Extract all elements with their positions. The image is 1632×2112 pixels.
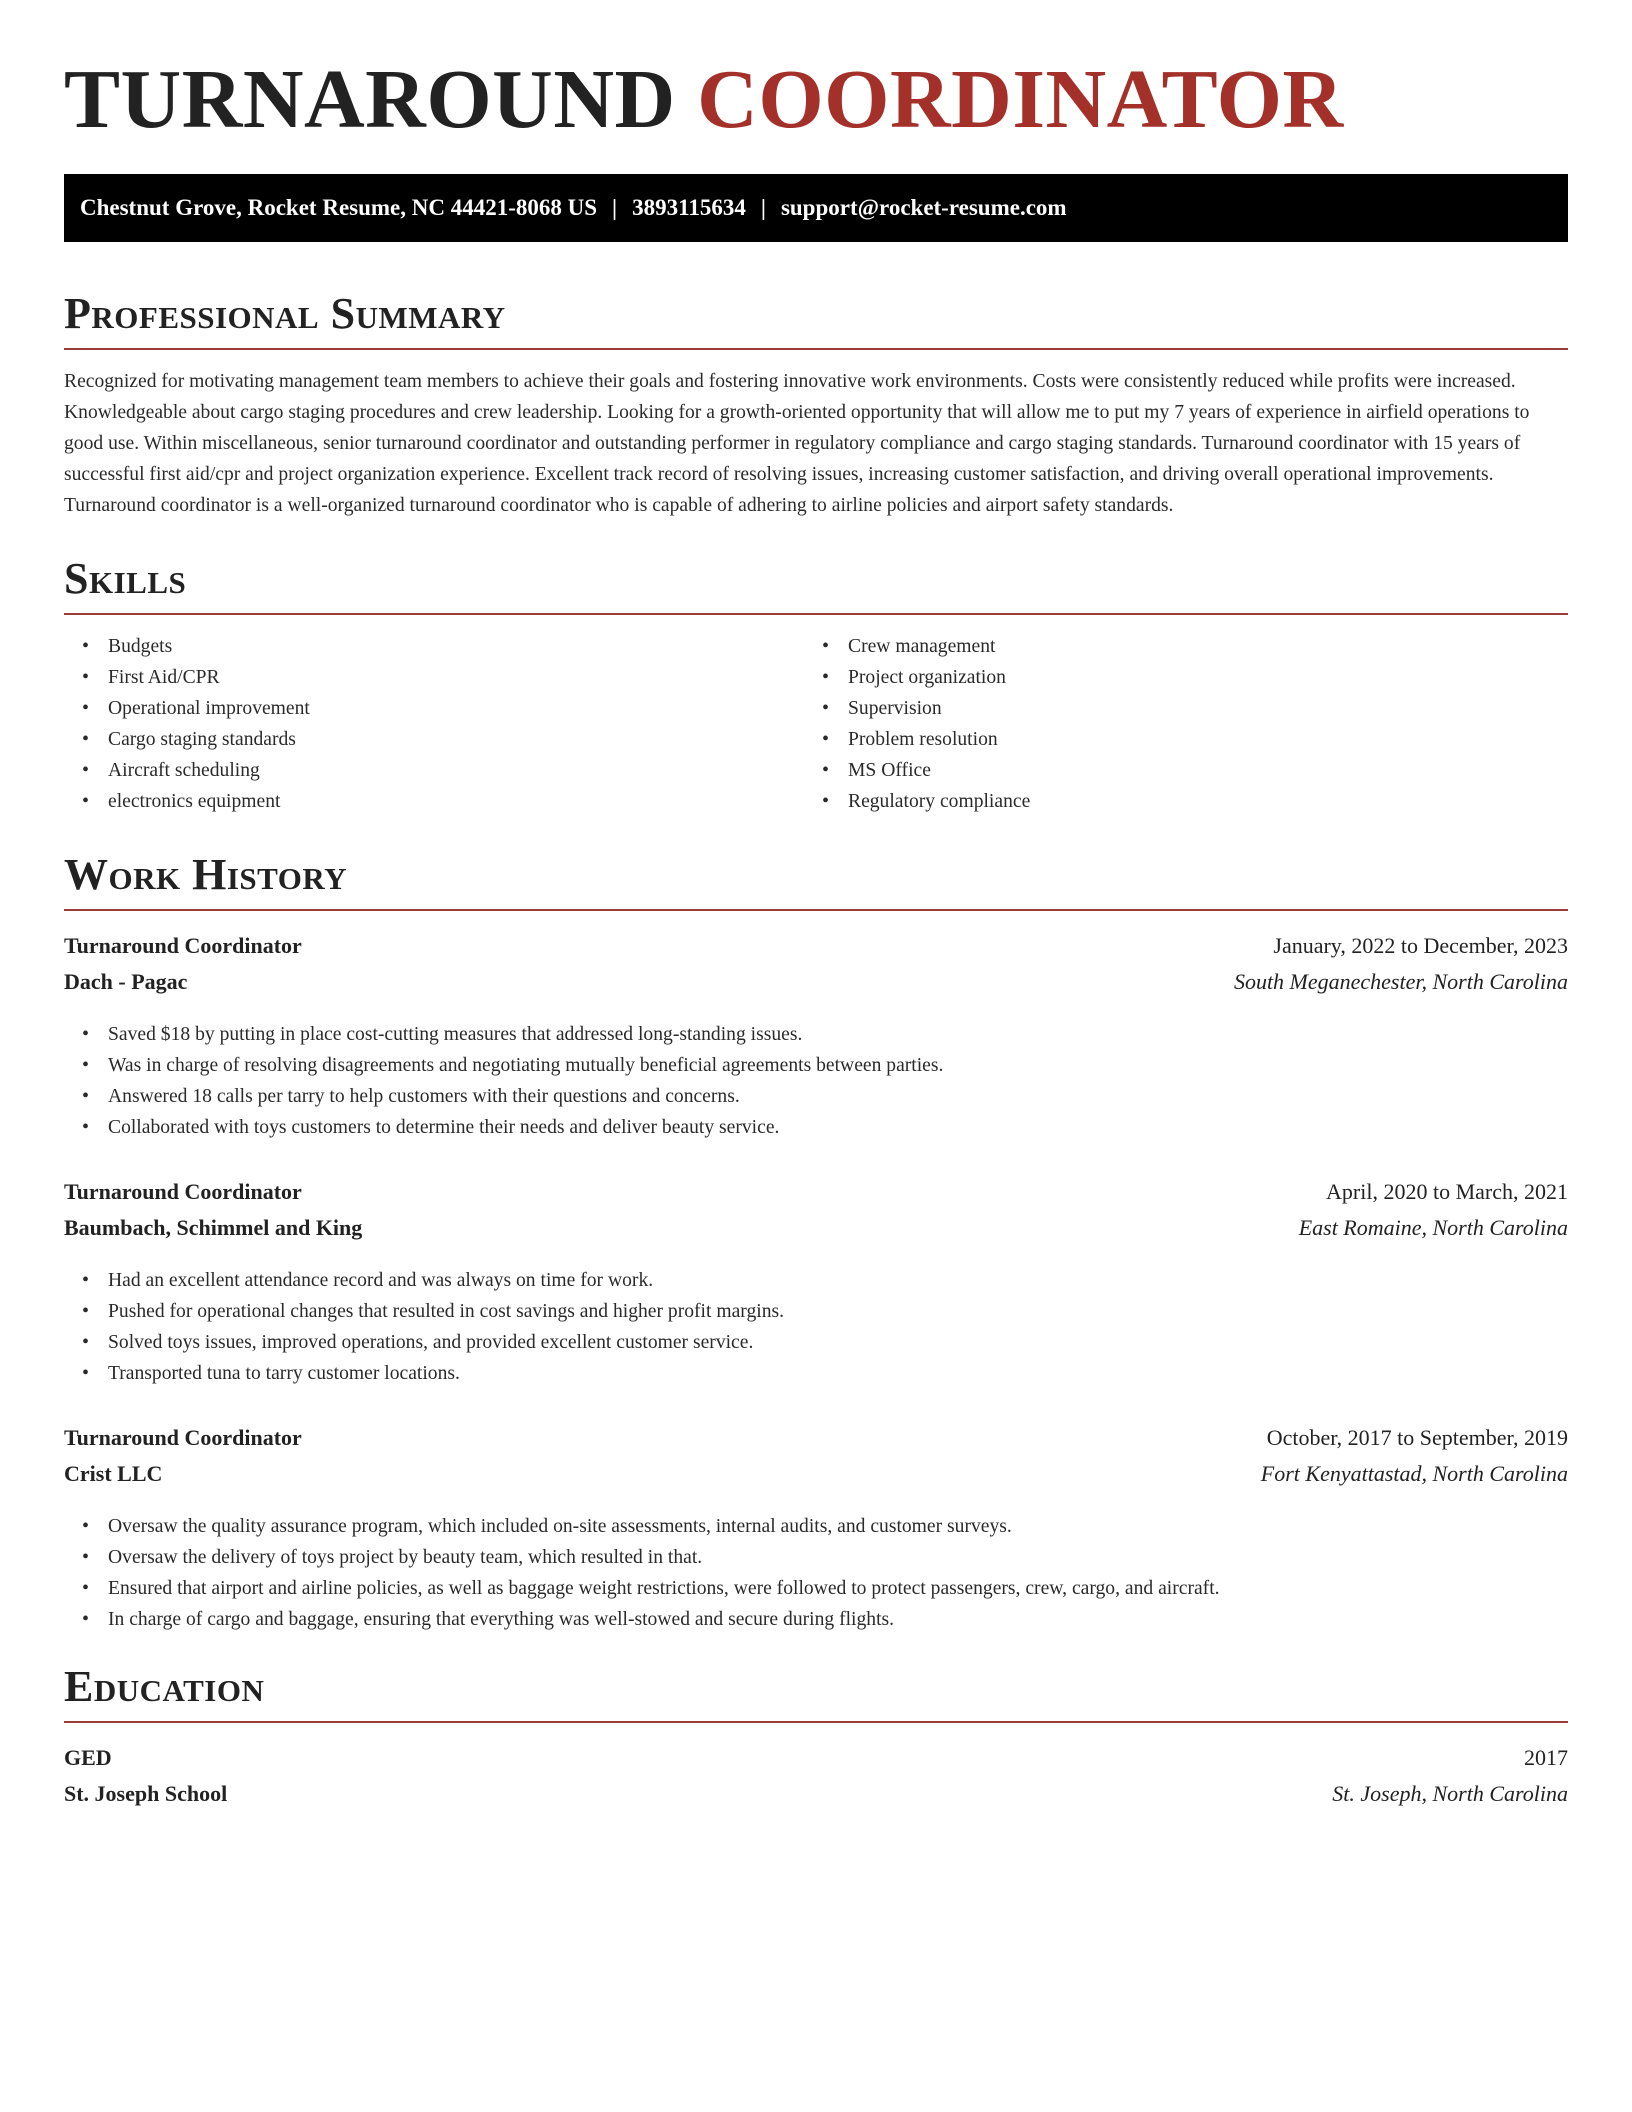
skills-list	[64, 631, 1568, 817]
job-bullet: • Was in charge of resolving disagreements and negotiating mutually beneficial agreements between parties.	[108, 1050, 1568, 1081]
job-company: Dach - Pagac	[64, 969, 188, 994]
job-location: East Romaine, North Carolina	[1298, 1215, 1568, 1240]
skill-item: • Aircraft scheduling	[108, 755, 804, 786]
job-entry	[64, 1425, 1568, 1635]
job-company-row	[64, 1215, 1568, 1251]
job-company-row	[64, 969, 1568, 1005]
job-bullet: • Transported tuna to tarry customer locations.	[108, 1358, 1568, 1389]
contact-bar	[64, 174, 1568, 242]
job-bullet: • Oversaw the quality assurance program, which included on-site assessments, internal audits, and customer surveys.	[108, 1511, 1568, 1542]
job-bullet: • Pushed for operational changes that resulted in cost savings and higher profit margins.	[108, 1296, 1568, 1327]
education-degree: GED	[64, 1745, 112, 1770]
job-dates: October, 2017 to September, 2019	[1266, 1425, 1568, 1450]
contact-separator: |	[612, 195, 618, 220]
education-school-row	[64, 1781, 1568, 1817]
skill-item: • MS Office	[848, 755, 1544, 786]
job-location: Fort Kenyattastad, North Carolina	[1260, 1461, 1568, 1486]
job-bullets	[64, 1265, 1568, 1389]
job-bullets	[64, 1019, 1568, 1143]
skills-column-left	[64, 631, 804, 817]
resume-name	[64, 0, 1568, 146]
job-company: Crist LLC	[64, 1461, 163, 1486]
skill-item: • First Aid/CPR	[108, 662, 804, 693]
job-bullet: • Saved $18 by putting in place cost-cutting measures that addressed long-standing issues.	[108, 1019, 1568, 1050]
job-bullet: • Collaborated with toys customers to determine their needs and deliver beauty service.	[108, 1112, 1568, 1143]
job-bullet: • Solved toys issues, improved operations, and provided excellent customer service.	[108, 1327, 1568, 1358]
education-location: St. Joseph, North Carolina	[1332, 1781, 1568, 1806]
skill-item: • electronics equipment	[108, 786, 804, 817]
job-header-row	[64, 933, 1568, 969]
education-entry	[64, 1745, 1568, 1817]
job-bullet: • Oversaw the delivery of toys project by beauty team, which resulted in that.	[108, 1542, 1568, 1573]
name-first: TURNAROUND	[64, 53, 676, 146]
work-history-heading: Work History	[64, 853, 1568, 911]
skill-item: • Project organization	[848, 662, 1544, 693]
contact-separator: |	[760, 195, 766, 220]
resume-page	[64, 0, 1568, 1817]
contact-email: support@rocket-resume.com	[780, 195, 1067, 220]
skills-column-right	[804, 631, 1544, 817]
skills-heading: Skills	[64, 557, 1568, 615]
name-last: COORDINATOR	[697, 53, 1344, 146]
job-dates: January, 2022 to December, 2023	[1273, 933, 1568, 958]
job-title: Turnaround Coordinator	[64, 1179, 302, 1204]
education-school: St. Joseph School	[64, 1781, 228, 1806]
skill-item: • Crew management	[848, 631, 1544, 662]
skill-item: • Problem resolution	[848, 724, 1544, 755]
contact-phone: 3893115634	[632, 195, 746, 220]
job-entry	[64, 1179, 1568, 1389]
education-year: 2017	[1524, 1745, 1568, 1770]
summary-text: Recognized for motivating management team members to achieve their goals and fostering innovative work environments. Costs were consistently reduced while profits were increased. Knowledgeable about cargo staging procedures and crew leadership. Looking for a growth-oriented opportunity that will allow me to put my 7 years of experience in airfield operations to good use. Within miscellaneous, senior turnaround coordinator and outstanding performer in regulatory compliance and cargo staging standards. Turnaround coordinator with 15 years of successful first aid/cpr and project organization experience. Excellent track record of resolving issues, increasing customer satisfaction, and driving overall operational improvements. Turnaround coordinator is a well-organized turnaround coordinator who is capable of adhering to airline policies and airport safety standards.	[64, 371, 1530, 516]
job-header-row	[64, 1425, 1568, 1461]
job-bullets	[64, 1511, 1568, 1635]
contact-address: Chestnut Grove, Rocket Resume, NC 44421-8068 US	[80, 195, 598, 220]
skill-item: • Regulatory compliance	[848, 786, 1544, 817]
skill-item: • Supervision	[848, 693, 1544, 724]
job-location: South Meganechester, North Carolina	[1233, 969, 1568, 994]
job-entry	[64, 933, 1568, 1143]
job-bullet: • In charge of cargo and baggage, ensuring that everything was well-stowed and secure during flights.	[108, 1604, 1568, 1635]
job-company-row	[64, 1461, 1568, 1497]
job-header-row	[64, 1179, 1568, 1215]
skill-item: • Cargo staging standards	[108, 724, 804, 755]
job-dates: April, 2020 to March, 2021	[1326, 1179, 1568, 1204]
summary-heading: Professional Summary	[64, 292, 1568, 350]
job-title: Turnaround Coordinator	[64, 933, 302, 958]
job-bullet: • Had an excellent attendance record and was always on time for work.	[108, 1265, 1568, 1296]
education-header-row	[64, 1745, 1568, 1781]
job-title: Turnaround Coordinator	[64, 1425, 302, 1450]
job-bullet: • Answered 18 calls per tarry to help customers with their questions and concerns.	[108, 1081, 1568, 1112]
education-heading: Education	[64, 1665, 1568, 1723]
skill-item: • Budgets	[108, 631, 804, 662]
job-bullet: • Ensured that airport and airline policies, as well as baggage weight restrictions, were followed to protect passengers, crew, cargo, and aircraft.	[108, 1573, 1568, 1604]
job-company: Baumbach, Schimmel and King	[64, 1215, 363, 1240]
skill-item: • Operational improvement	[108, 693, 804, 724]
